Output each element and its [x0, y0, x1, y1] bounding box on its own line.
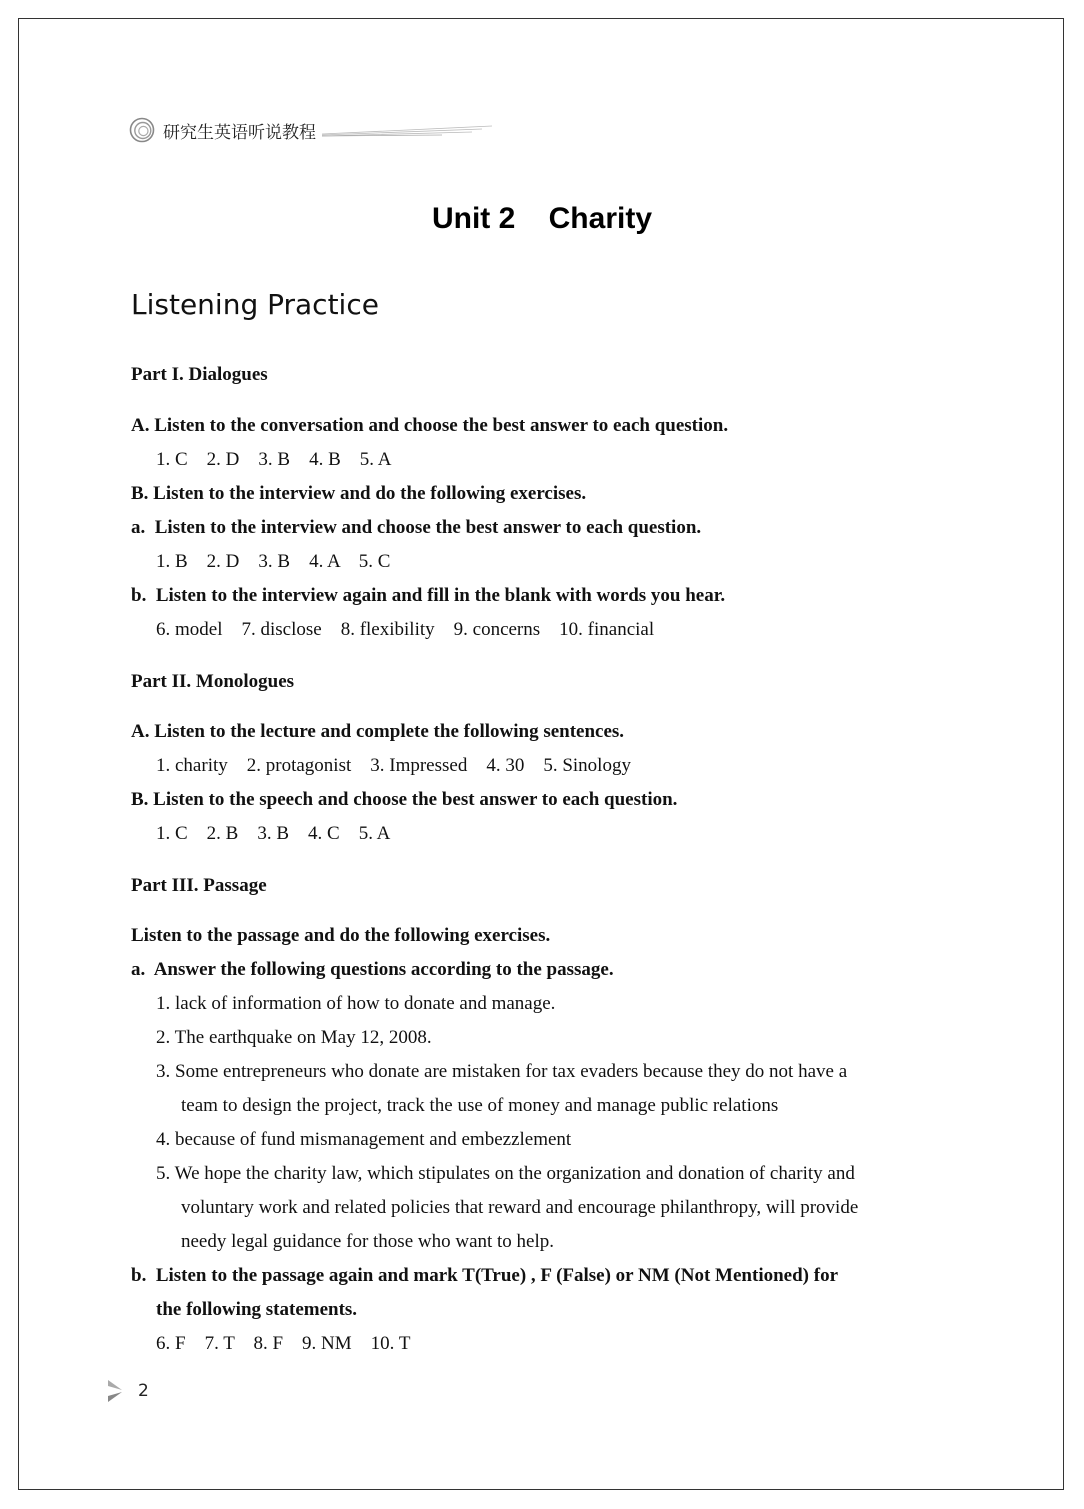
part-2-b-instruction: B. Listen to the speech and choose the best answer to each question. [131, 789, 678, 810]
part-2-a-answers: 1. charity 2. protagonist 3. Impressed 4. 30 5. Sinology [156, 755, 631, 776]
book-title: 研究生英语听说教程 [163, 122, 316, 143]
part-1-b-b-answers: 6. model 7. disclose 8. flexibility 9. concerns 10. financial [156, 619, 655, 640]
part-3-a-answer-3-line-1: 3. Some entrepreneurs who donate are mistaken for tax evaders because they do not have a [156, 1061, 848, 1082]
part-3-b-instruction-line-1: b. Listen to the passage again and mark T(True) , F (False) or NM (Not Mentioned) for [131, 1265, 838, 1286]
part-3-a-answer-2: 2. The earthquake on May 12, 2008. [156, 1027, 432, 1048]
part-1-a-instruction: A. Listen to the conversation and choose the best answer to each question. [131, 415, 729, 436]
unit-title: Unit 2 Charity [431, 202, 653, 235]
section-title: Listening Practice [131, 288, 379, 321]
part-3-a-answer-3-line-2: team to design the project, track the use of money and manage public relations [181, 1095, 779, 1116]
part-3-b-instruction-line-2: the following statements. [156, 1299, 358, 1320]
part-3-a-answer-5-line-2: voluntary work and related policies that reward and encourage philanthropy, will provide [181, 1197, 859, 1218]
page-arrow-icon [106, 1379, 124, 1403]
running-header [129, 116, 492, 144]
part-3-a-answer-5-line-3: needy legal guidance for those who want to help. [181, 1231, 555, 1252]
part-1-b-a-instruction: a. Listen to the interview and choose the best answer to each question. [131, 517, 702, 538]
part-1-b-instruction: B. Listen to the interview and do the following exercises. [131, 483, 587, 504]
header-decoration-lines [322, 123, 492, 137]
page-number: 2 [138, 1381, 149, 1401]
part-2-b-answers: 1. C 2. B 3. B 4. C 5. A [156, 823, 391, 844]
part-3-title: Part III. Passage [131, 875, 267, 896]
part-3-b-answers: 6. F 7. T 8. F 9. NM 10. T [156, 1333, 411, 1354]
part-3-a-answer-1: 1. lack of information of how to donate and manage. [156, 993, 556, 1014]
part-2-a-instruction: A. Listen to the lecture and complete the following sentences. [131, 721, 625, 742]
part-3-instruction: Listen to the passage and do the following exercises. [131, 925, 551, 946]
part-1-b-a-answers: 1. B 2. D 3. B 4. A 5. C [156, 551, 391, 572]
spiral-logo-icon [129, 117, 155, 143]
part-2-title: Part II. Monologues [131, 671, 295, 692]
part-1-b-b-instruction: b. Listen to the interview again and fill in the blank with words you hear. [131, 585, 726, 606]
part-3-a-answer-5-line-1: 5. We hope the charity law, which stipulates on the organization and donation of charity and [156, 1163, 855, 1184]
part-1-a-answers: 1. C 2. D 3. B 4. B 5. A [156, 449, 392, 470]
part-3-a-answer-4: 4. because of fund mismanagement and embezzlement [156, 1129, 572, 1150]
part-3-a-instruction: a. Answer the following questions according to the passage. [131, 959, 614, 980]
part-1-title: Part I. Dialogues [131, 364, 268, 385]
